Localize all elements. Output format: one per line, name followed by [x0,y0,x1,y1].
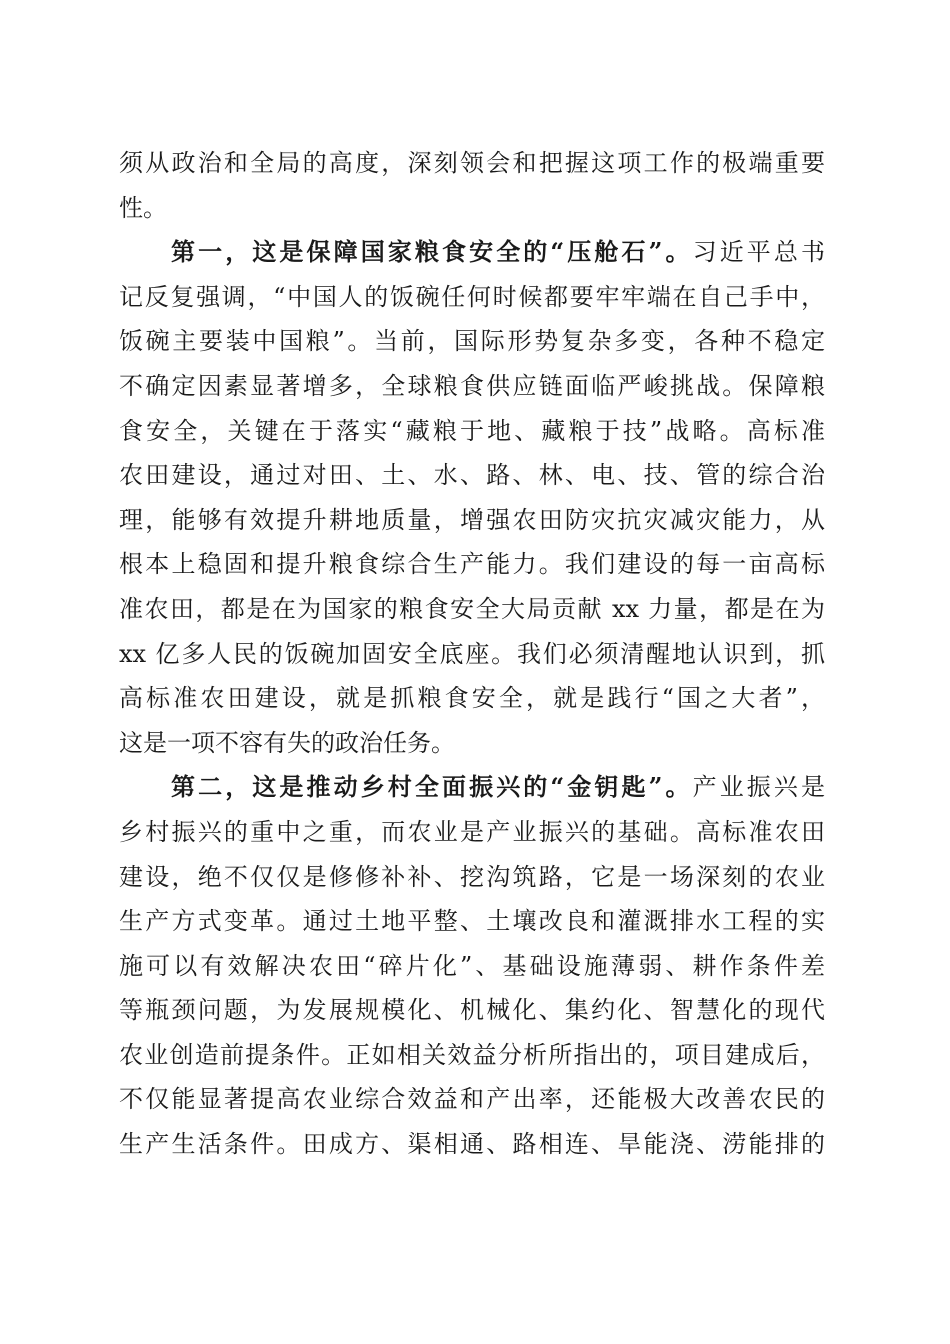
paragraph-line: 乡村振兴的重中之重，而农业是产业振兴的基础。高标准农田 [119,817,825,846]
paragraph-line: 记反复强调，“中国人的饭碗任何时候都要牢牢端在自己手中， [119,282,825,311]
paragraph-line: 准农田，都是在为国家的粮食安全大局贡献 xx 力量，都是在为 [119,594,825,623]
paragraph-line: 生产生活条件。田成方、渠相通、路相连、旱能浇、涝能排的 [119,1130,825,1159]
paragraph-line: 农业创造前提条件。正如相关效益分析所指出的，项目建成后， [119,1040,825,1069]
paragraph-line: 饭碗主要装中国粮”。当前，国际形势复杂多变，各种不稳定 [119,327,825,356]
paragraph-line: 这是一项不容有失的政治任务。 [119,728,455,757]
paragraph-point-one [119,230,825,765]
paragraph-line: 等瓶颈问题，为发展规模化、机械化、集约化、智慧化的现代 [119,996,825,1025]
paragraph-text: 产业振兴是 [692,773,826,802]
paragraph-line: 高标准农田建设，就是抓粮食安全，就是践行“国之大者”， [119,684,825,713]
paragraph-line: 理，能够有效提升耕地质量，增强农田防灾抗灾减灾能力，从 [119,505,825,534]
paragraph-line: 须从政治和全局的高度，深刻领会和把握这项工作的极端重要 [119,149,825,177]
paragraph-line: xx 亿多人民的饭碗加固安全底座。我们必须清醒地认识到，抓 [119,639,825,668]
paragraph-first-line [119,230,825,275]
paragraph-line: 施可以有效解决农田“碎片化”、基础设施薄弱、耕作条件差 [119,951,825,980]
paragraph-heading: 第二，这是推动乡村全面振兴的“金钥匙”。 [171,772,693,802]
paragraph-line: 生产方式变革。通过土地平整、土壤改良和灌溉排水工程的实 [119,907,825,936]
paragraph-point-two [119,765,825,1166]
paragraph-heading: 第一，这是保障国家粮食安全的“压舱石”。 [171,237,693,267]
paragraph-first-line [119,765,825,810]
paragraph-line: 食安全，关键在于落实“藏粮于地、藏粮于技”战略。高标准 [119,416,825,445]
paragraph-line: 根本上稳固和提升粮食综合生产能力。我们建设的每一亩高标 [119,550,825,579]
paragraph-line: 农田建设，通过对田、土、水、路、林、电、技、管的综合治 [119,461,825,490]
paragraph-line: 建设，绝不仅仅是修修补补、挖沟筑路，它是一场深刻的农业 [119,862,825,891]
paragraph-intro-continuation [119,141,825,230]
paragraph-line: 性。 [119,193,167,222]
paragraph-line: 不仅能显著提高农业综合效益和产出率，还能极大改善农民的 [119,1085,825,1114]
document-body [119,141,825,1167]
paragraph-text: 习近平总书 [692,238,826,267]
paragraph-line: 不确定因素显著增多，全球粮食供应链面临严峻挑战。保障粮 [119,371,825,400]
